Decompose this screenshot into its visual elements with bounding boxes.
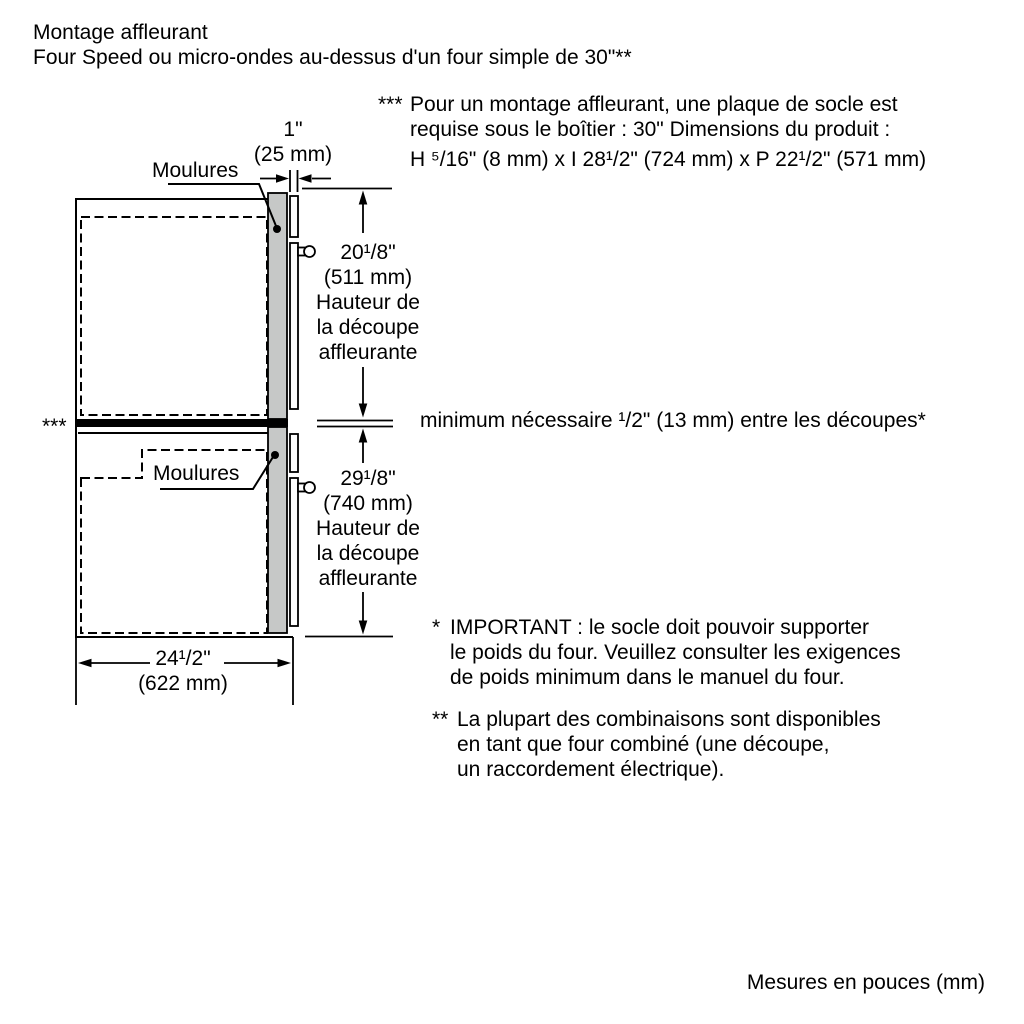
- note-combinations-text: [457, 707, 881, 782]
- note-flush-text: [410, 92, 926, 172]
- upper-cutout-dimension-label: [293, 240, 443, 365]
- note-combinations: [432, 707, 881, 782]
- upper-cutout-arrowhead-down-icon: [359, 404, 368, 418]
- page-title-block: [33, 20, 632, 70]
- lower-cutout-arrowhead-down-icon: [359, 621, 368, 635]
- units-footnote: Mesures en pouces (mm): [746, 971, 985, 994]
- product-dimensions: H ⁵/16" (8 mm) x I 28¹/2" (724 mm) x P 22¹/2" (571 mm): [410, 148, 927, 171]
- page-subtitle: Four Speed ou micro-ondes au-dessus d'un four simple de 30"**: [33, 46, 632, 69]
- trim-gap-inches: 1": [283, 118, 303, 141]
- upper-cutout-caption-line2: la découpe: [316, 316, 420, 339]
- upper-cutout-dashed-outline: [81, 217, 267, 415]
- trim-gap-arrowhead-left-icon: [299, 174, 312, 182]
- lower-cutout-inches: 29¹/8": [340, 467, 396, 490]
- note-combinations-marker: **: [432, 708, 449, 731]
- lower-cutout-caption-line2: la découpe: [316, 542, 420, 565]
- lower-cutout-mm: (740 mm): [323, 492, 413, 515]
- note-combinations-line3: un raccordement électrique).: [457, 758, 725, 781]
- depth-dimension-label: [108, 646, 258, 696]
- trim-gap-arrowhead-right-icon: [276, 174, 289, 182]
- upper-cabinet-outline: [76, 199, 268, 419]
- page-title: Montage affleurant: [33, 21, 208, 44]
- note-important-line2: le poids du four. Veuillez consulter les exigences: [450, 641, 901, 664]
- upper-cutout-mm: (511 mm): [323, 266, 413, 289]
- note-important: [432, 615, 901, 690]
- note-flush-line2: requise sous le boîtier : 30" Dimensions du produit :: [410, 118, 891, 141]
- upper-oven-door-edge-top: [290, 196, 298, 237]
- depth-mm: (622 mm): [138, 672, 228, 695]
- note-flush-line1: Pour un montage affleurant, une plaque de socle est: [410, 93, 898, 116]
- min-gap-note: minimum nécessaire ¹/2" (13 mm) entre les découpes*: [420, 409, 926, 432]
- depth-arrowhead-right-icon: [278, 659, 292, 668]
- lower-cutout-dimension-label: [293, 466, 443, 591]
- separator-bar: [75, 419, 288, 427]
- trim-gap-mm: (25 mm): [253, 143, 333, 166]
- trim-gap-extension-ticks: [290, 170, 298, 192]
- lower-cutout-caption-line3: affleurante: [318, 567, 418, 590]
- upper-cutout-caption-line3: affleurante: [318, 341, 418, 364]
- note-important-line3: de poids minimum dans le manuel du four.: [450, 666, 845, 689]
- note-combinations-line1: La plupart des combinaisons sont disponibles: [457, 708, 881, 731]
- upper-cutout-arrowhead-up-icon: [359, 191, 368, 205]
- lower-trim-leader-dot: [271, 451, 279, 459]
- depth-inches: 24¹/2": [155, 647, 211, 670]
- lower-cutout-caption-line1: Hauteur de: [316, 517, 420, 540]
- upper-cutout-caption-line1: Hauteur de: [316, 291, 420, 314]
- note-important-line1: IMPORTANT : le socle doit pouvoir supporter: [450, 616, 870, 639]
- trim-gap-dimension-label: [233, 117, 353, 167]
- separator-marker: ***: [42, 415, 67, 438]
- upper-cutout-inches: 20¹/8": [340, 241, 396, 264]
- trim-label-top: Moulures: [152, 159, 239, 182]
- upper-trim-leader-dot: [273, 225, 281, 233]
- lower-cabinet-outline: [76, 427, 293, 637]
- note-flush-marker: ***: [378, 93, 403, 116]
- depth-arrowhead-left-icon: [78, 659, 92, 668]
- lower-cutout-arrowhead-up-icon: [359, 429, 368, 443]
- note-combinations-line2: en tant que four combiné (une découpe,: [457, 733, 830, 756]
- note-important-marker: *: [432, 616, 441, 639]
- note-important-text: [450, 615, 901, 690]
- trim-label-bottom: Moulures: [153, 462, 240, 485]
- upper-trim-leader-line: [168, 184, 276, 226]
- min-gap-lines: [317, 421, 393, 427]
- note-flush-mount: [378, 92, 926, 172]
